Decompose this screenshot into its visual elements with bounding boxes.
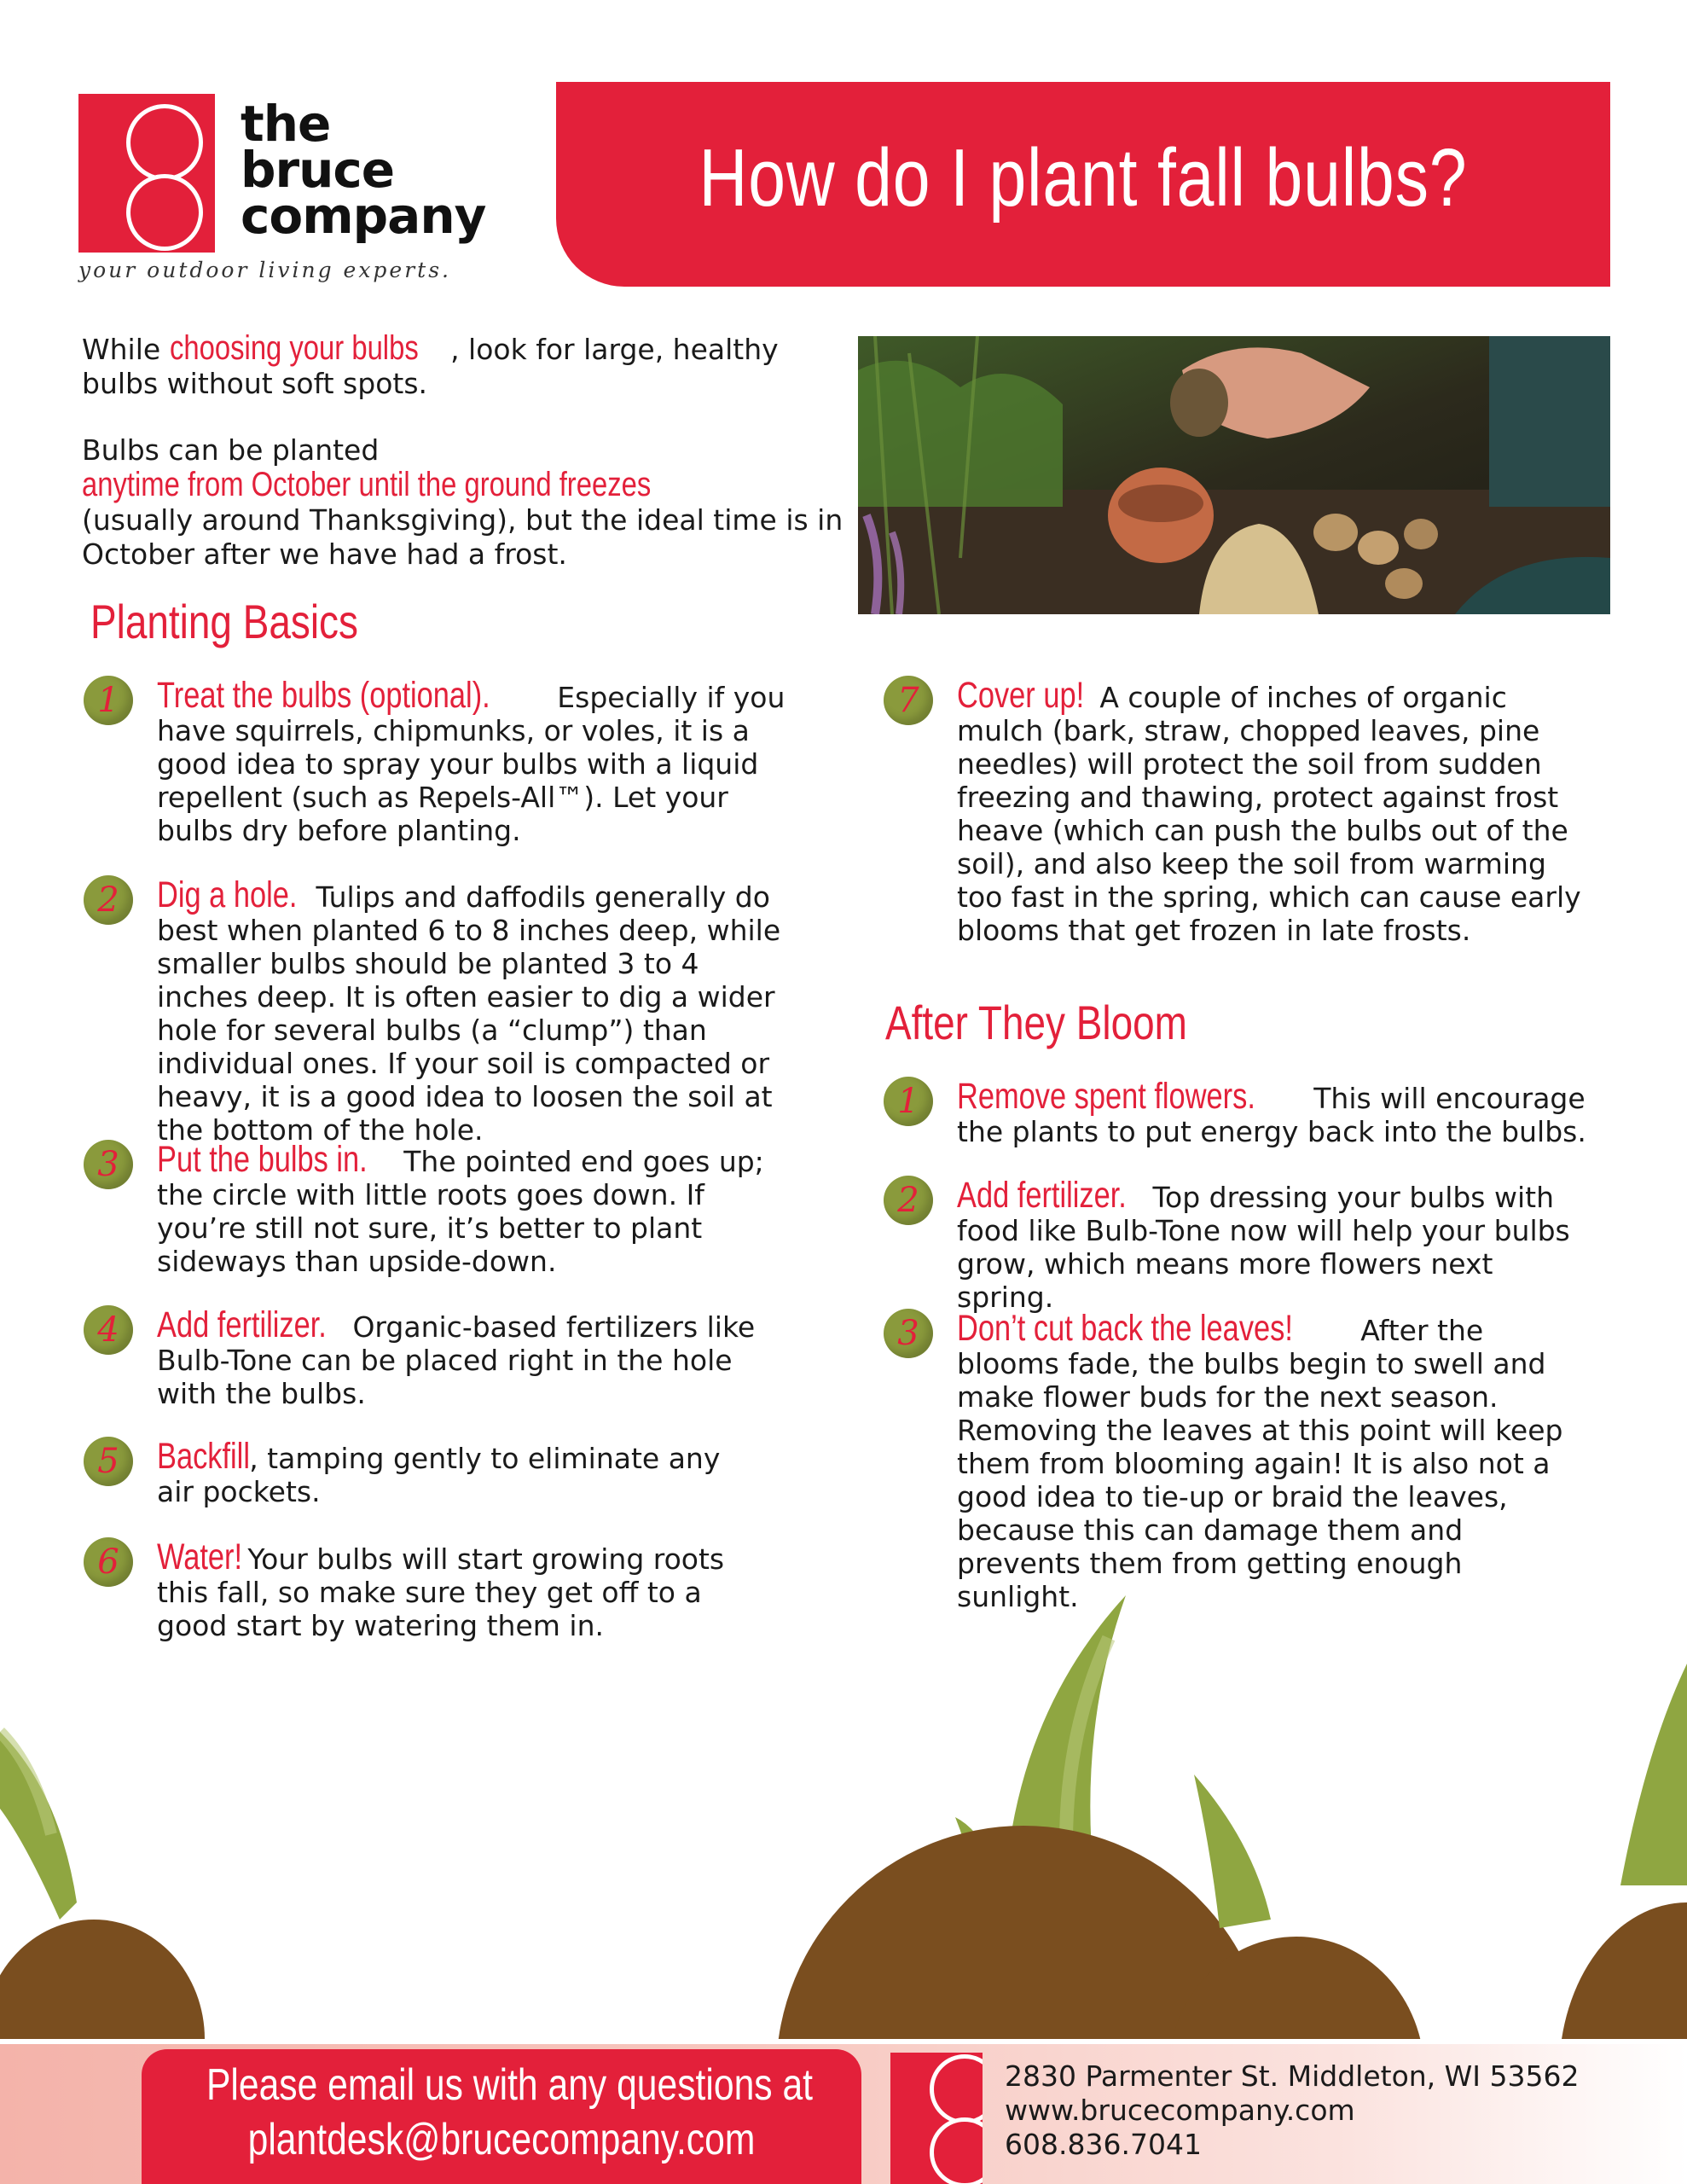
step-number-badge: 4 [84, 1305, 133, 1355]
planting-basics-heading: Planting Basics [90, 595, 358, 648]
logo-line-company: company [241, 187, 486, 245]
contact-box [142, 2049, 861, 2184]
footer-website-link[interactable]: www.brucecompany.com [1005, 2094, 1355, 2127]
logo-wordmark [241, 95, 486, 245]
logo-line-the: the [241, 95, 331, 153]
step-number-badge: 3 [84, 1140, 133, 1189]
contact-email-link[interactable]: plantdesk@brucecompany.com [247, 2115, 756, 2164]
step-number-badge: 7 [884, 676, 933, 725]
step-number-badge: 2 [84, 875, 133, 925]
title-banner [556, 82, 1610, 287]
intro-paragraph-1: While choosing your bulbs , look for large, healthy bulbs without soft spots. [82, 329, 779, 400]
step-number-badge: 3 [884, 1309, 933, 1358]
logo-tagline: your outdoor living experts. [78, 258, 452, 282]
footer-address: 2830 Parmenter St. Middleton, WI 53562 [1005, 2059, 1580, 2093]
step-number-badge: 2 [884, 1176, 933, 1225]
intro-paragraph-2: Bulbs can be planted anytime from October until the ground freezes (usually around Thanksgiving), but the ideal time is in October after we have had a frost. [82, 433, 844, 571]
logo-line-bruce: bruce [241, 141, 395, 199]
footer-phone: 608.836.7041 [1005, 2128, 1202, 2161]
planting-bulbs-photo [858, 336, 1610, 614]
intro-highlight-2: anytime from October until the ground freezes [82, 466, 652, 503]
step-number-badge: 5 [84, 1437, 133, 1486]
bulbs-illustration [0, 1561, 1687, 2039]
logo-mark [78, 94, 215, 253]
contact-text: Please email us with any questions at [206, 2060, 814, 2110]
step-number-badge: 1 [84, 676, 133, 725]
company-logo [78, 94, 486, 290]
after-bloom-heading: After They Bloom [885, 996, 1187, 1049]
step-number-badge: 6 [84, 1537, 133, 1587]
step-number-badge: 1 [884, 1077, 933, 1126]
page-title: How do I plant fall bulbs? [699, 132, 1468, 224]
intro-highlight-1: choosing your bulbs [169, 329, 419, 367]
footer-logo-mark [890, 2053, 983, 2184]
